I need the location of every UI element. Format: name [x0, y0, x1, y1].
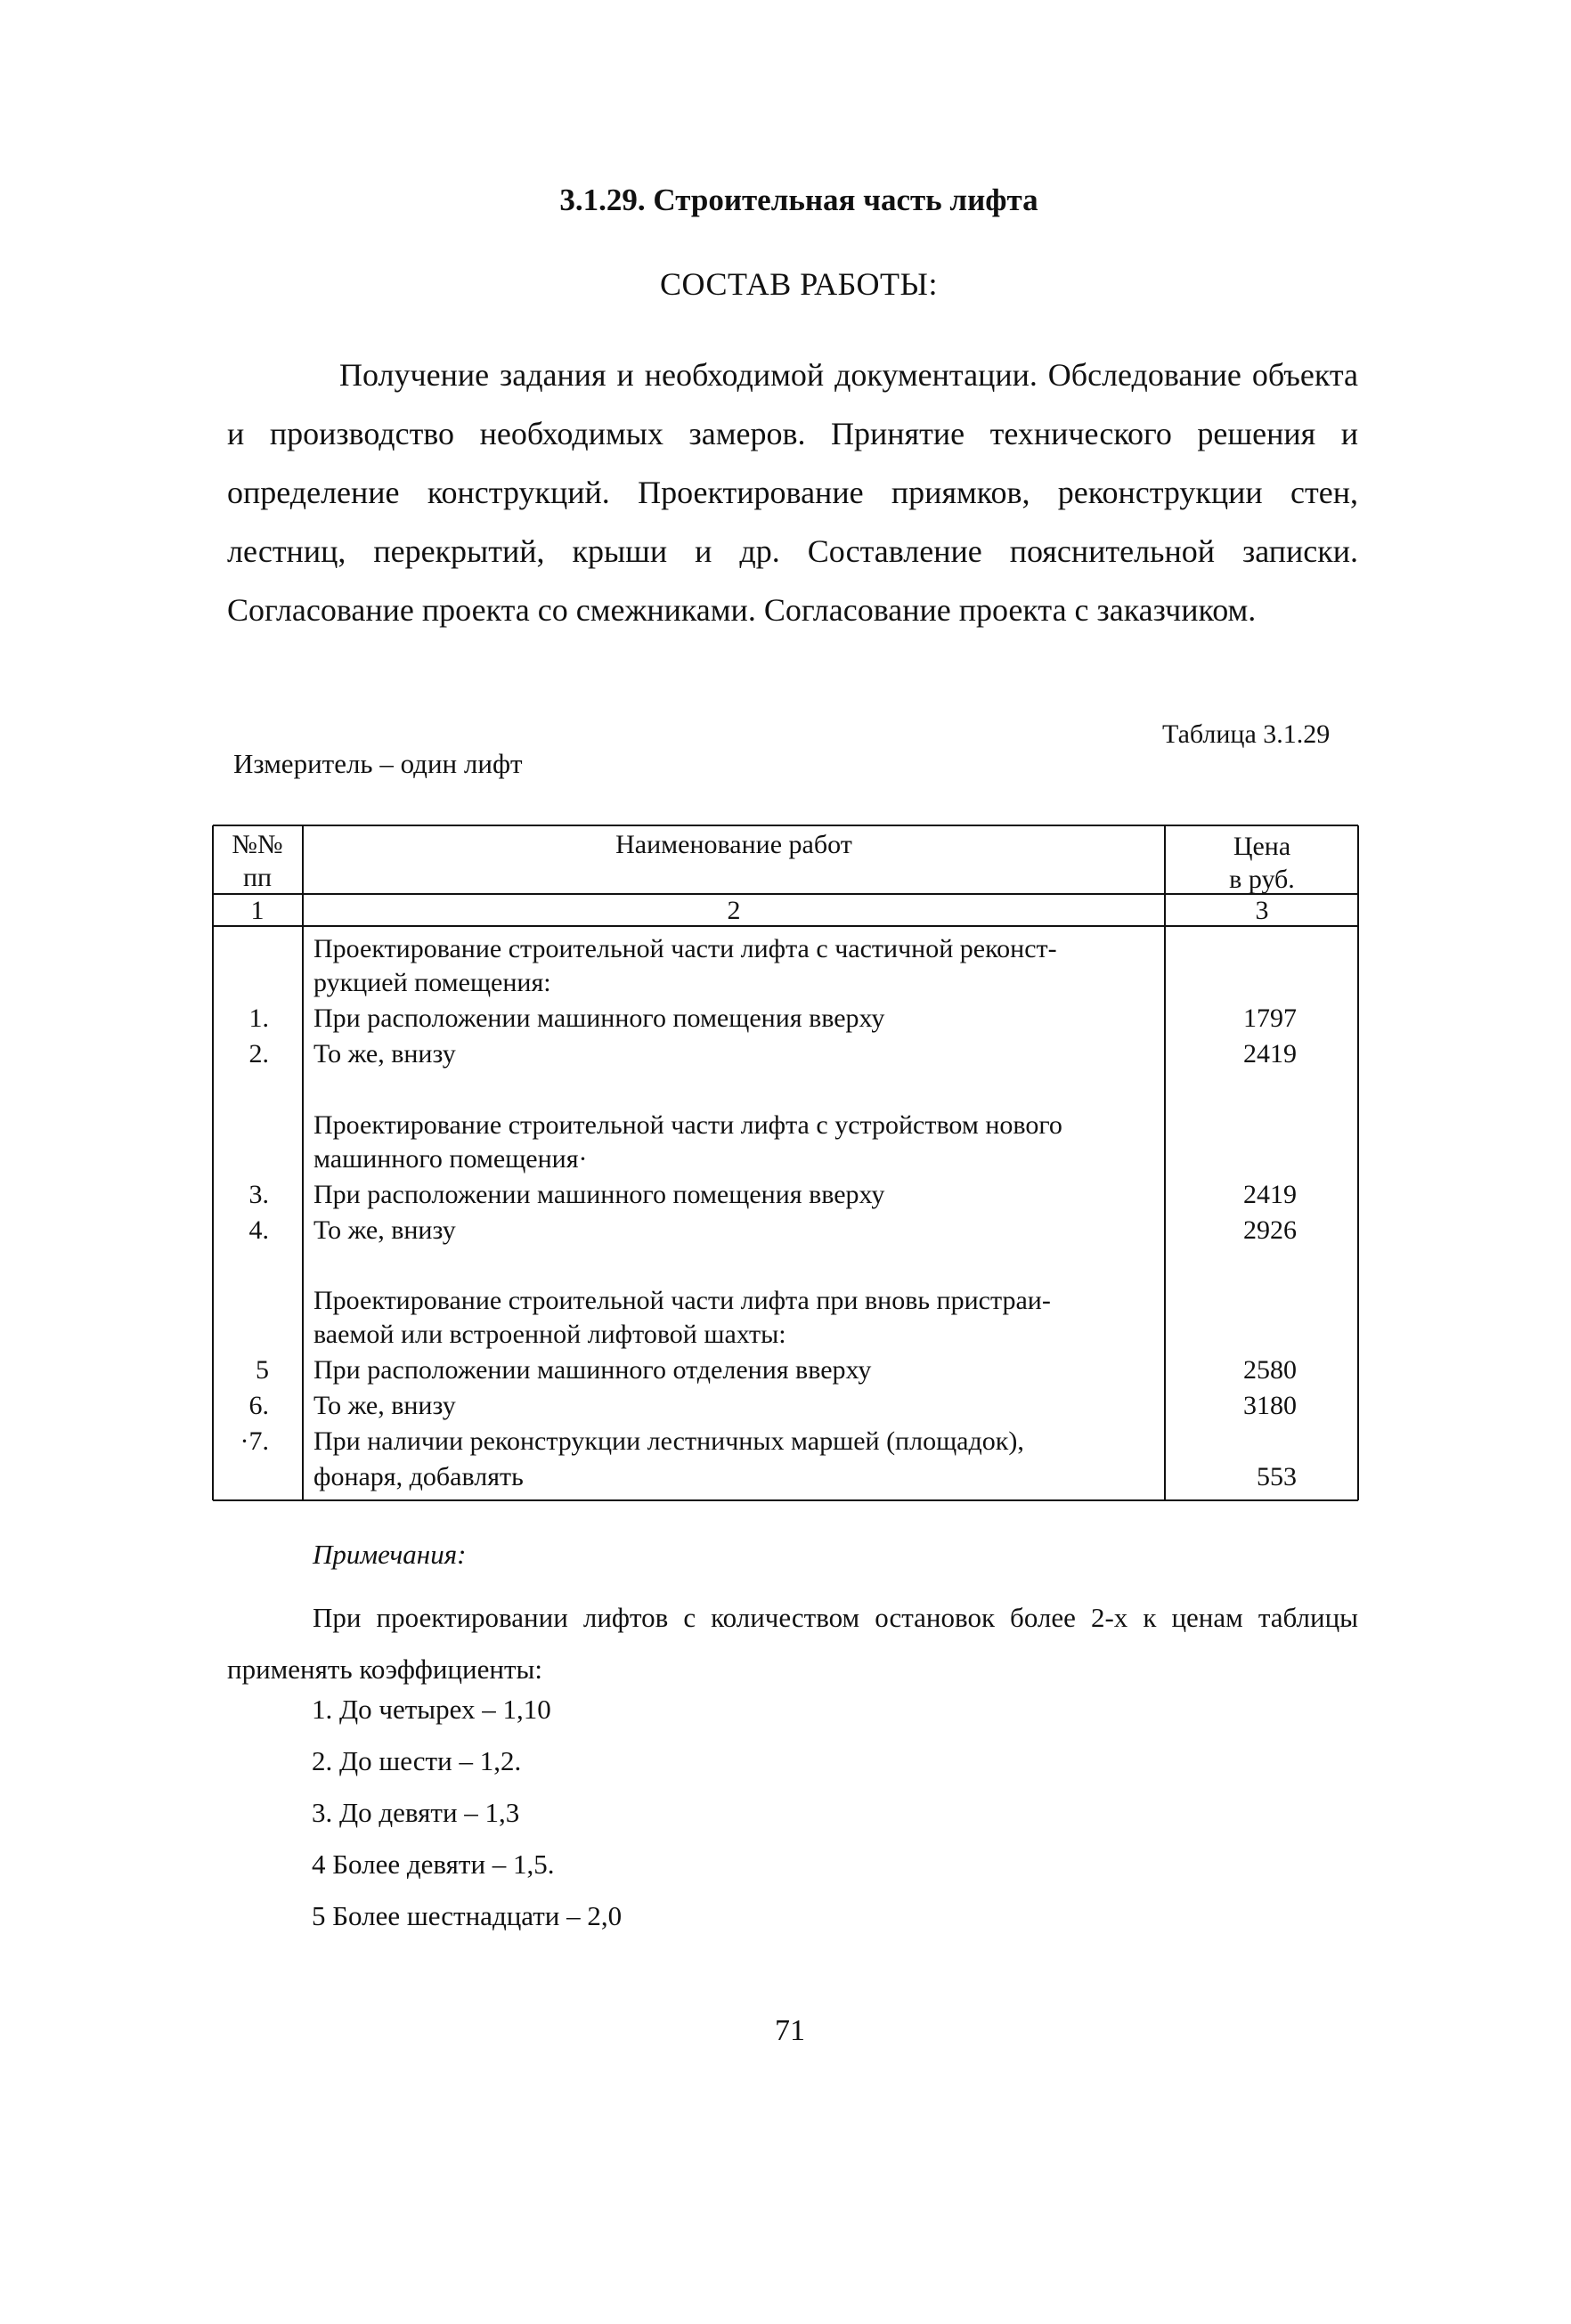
row-num: 1.	[248, 1004, 269, 1033]
row-num: 4.	[248, 1215, 269, 1245]
notes-title: Примечания:	[313, 1539, 467, 1570]
coefficient-item: 4 Более девяти – 1,5.	[312, 1849, 555, 1880]
group-title-line: машинного помещения·	[313, 1144, 588, 1174]
row-num: 2.	[248, 1039, 269, 1069]
notes-text: При проектировании лифтов с количеством остановок более 2-х к ценам таблицы применять коэффициенты:	[227, 1602, 1358, 1685]
row-name: При наличии реконструкции лестничных маршей (площадок),	[313, 1426, 1024, 1456]
group-title-line: рукцией помещения:	[313, 968, 551, 997]
row-name: То же, внизу	[313, 1215, 456, 1245]
group-title-line: Проектирование строительной части лифта с устройством нового	[313, 1110, 1062, 1140]
group-title-line: ваемой или встроенной лифтовой шахты:	[313, 1320, 786, 1349]
row-price: 3180	[1243, 1391, 1297, 1420]
coefficient-item: 3. До девяти – 1,3	[312, 1797, 520, 1828]
page-number: 71	[775, 2014, 805, 2047]
group-title-line: Проектирование строительной части лифта с частичной реконст-	[313, 934, 1057, 963]
measure-unit: Измеритель – один лифт	[233, 748, 523, 779]
header-num-line2: пп	[242, 863, 273, 892]
row-name: При расположении машинного помещения вверху	[313, 1004, 885, 1033]
row-num: 5	[256, 1355, 269, 1385]
row-price: 553	[1257, 1462, 1297, 1491]
row-price: 2419	[1243, 1039, 1297, 1069]
col-index-3: 3	[1255, 896, 1269, 925]
coefficient-item: 1. До четырех – 1,10	[312, 1694, 551, 1725]
header-num-line1: №№	[232, 830, 283, 859]
col-index-2: 2	[727, 896, 741, 925]
row-price: 2580	[1243, 1355, 1297, 1385]
work-composition-title: СОСТАВ РАБОТЫ:	[660, 266, 938, 302]
row-num: ·7.	[240, 1426, 269, 1456]
row-name: То же, внизу	[313, 1391, 456, 1420]
coefficient-item: 2. До шести – 1,2.	[312, 1745, 522, 1776]
row-price: 2926	[1243, 1215, 1297, 1245]
row-num: 3.	[248, 1180, 269, 1209]
header-num	[212, 828, 303, 894]
row-price: 2419	[1243, 1180, 1297, 1209]
row-num: 6.	[248, 1391, 269, 1420]
header-price-line2: в руб.	[1229, 865, 1295, 894]
header-name: Наименование работ	[615, 830, 852, 859]
row-name: То же, внизу	[313, 1039, 456, 1069]
coefficient-item: 5 Более шестнадцати – 2,0	[312, 1900, 623, 1931]
col-index-1: 1	[250, 896, 265, 925]
work-composition-text: Получение задания и необходимой документации. Обследование объекта и производство необходимых замеров. Принятие технического решения и определение конструкций. Проектирование приямков, реконструкции стен, лестниц, перекрытий, крыши и др. Составление пояснительной записки. Согласование проекта со смежниками. Согласование проекта с заказчиком.	[227, 357, 1358, 628]
table-caption: Таблица 3.1.29	[1162, 719, 1331, 749]
row-name: При расположении машинного отделения вверху	[313, 1355, 872, 1385]
group-title-line: Проектирование строительной части лифта при вновь пристраи-	[313, 1286, 1051, 1315]
row-name-continued: фонаря, добавлять	[313, 1462, 524, 1491]
header-price	[1165, 830, 1359, 896]
row-price: 1797	[1243, 1004, 1297, 1033]
section-heading: 3.1.29. Строительная часть лифта	[559, 183, 1038, 217]
price-table	[212, 821, 1359, 1507]
row-name: При расположении машинного помещения вверху	[313, 1180, 885, 1209]
header-price-line1: Цена	[1233, 832, 1291, 861]
